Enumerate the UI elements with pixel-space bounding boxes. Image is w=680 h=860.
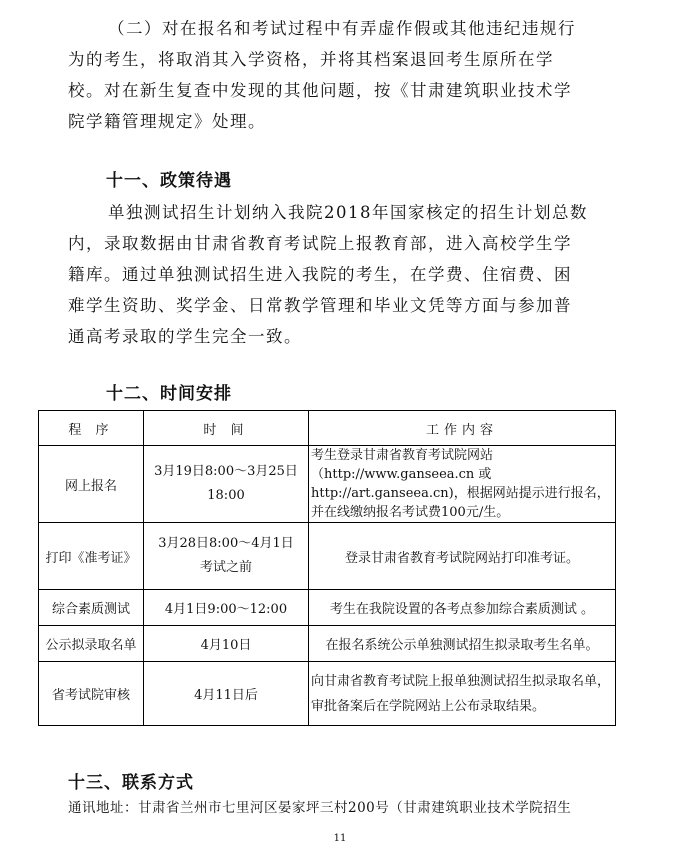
header-time: 时 间 [144,411,309,446]
table-header-row [39,411,616,446]
paragraph-violations-text: （二）对在报名和考试过程中有弄虚作假或其他违纪违规行为的考生，将取消其入学资格，并将其档案退回考生原所在学校。对在新生复查中发现的其他问题，按《甘肃建筑职业技术学院学籍管理规定》处理。 [68,19,576,131]
row-step: 网上报名 [39,446,144,523]
row-step: 公示拟录取名单 [39,626,144,662]
row-time [144,446,309,523]
row-time-start: 3月19日8:00～3月25日 [154,464,298,479]
row-time: 4月10日 [144,626,309,662]
table-row [39,626,616,662]
row-work: 登录甘肃省教育考试院网站打印准考证。 [309,523,616,590]
table-row [39,523,616,590]
paragraph-policy [68,197,588,352]
header-step: 程 序 [39,411,144,446]
row-work: 向甘肃省教育考试院上报单独测试招生拟录取名单，审批备案后在学院网站上公布录取结果。 [309,662,616,726]
row-time: 4月1日9:00～12:00 [144,590,309,626]
row-time-end: 18:00 [207,488,245,503]
table-row [39,446,616,523]
schedule-table [38,410,616,726]
row-time-start: 3月28日8:00～4月1日 [158,536,294,551]
row-step: 打印《准考证》 [39,523,144,590]
row-time: 4月11日后 [144,662,309,726]
row-time [144,523,309,590]
row-step: 综合素质测试 [39,590,144,626]
row-time-end: 考试之前 [199,560,252,575]
row-step: 省考试院审核 [39,662,144,726]
row-work: 考生登录甘肃省教育考试院网站（http://www.ganseea.cn 或 http://art.ganseea.cn)，根据网站提示进行报名，并在线缴纳报名考试费100元/生。 [309,446,616,523]
paragraph-violations [68,13,588,137]
row-work: 考生在我院设置的各考点参加综合素质测试 。 [309,590,616,626]
row-work: 在报名系统公示单独测试招生拟录取考生名单。 [309,626,616,662]
heading-contact: 十三、联系方式 [68,773,194,793]
paragraph-policy-text: 单独测试招生计划纳入我院2018年国家核定的招生计划总数内，录取数据由甘肃省教育考试院上报教育部，进入高校学生学籍库。通过单独测试招生进入我院的考生，在学费、住宿费、困难学生资助、奖学金、日常教学管理和毕业文凭等方面与参加普通高考录取的学生完全一致。 [68,203,588,346]
page-number: 11 [333,833,347,844]
header-work: 工作内容 [309,411,616,446]
heading-policy: 十一、政策待遇 [106,171,232,191]
contact-address: 通讯地址：甘肃省兰州市七里河区晏家坪三村200号（甘肃建筑职业技术学院招生 [68,800,572,816]
table-row [39,590,616,626]
table-row [39,662,616,726]
heading-schedule: 十二、时间安排 [106,384,232,404]
